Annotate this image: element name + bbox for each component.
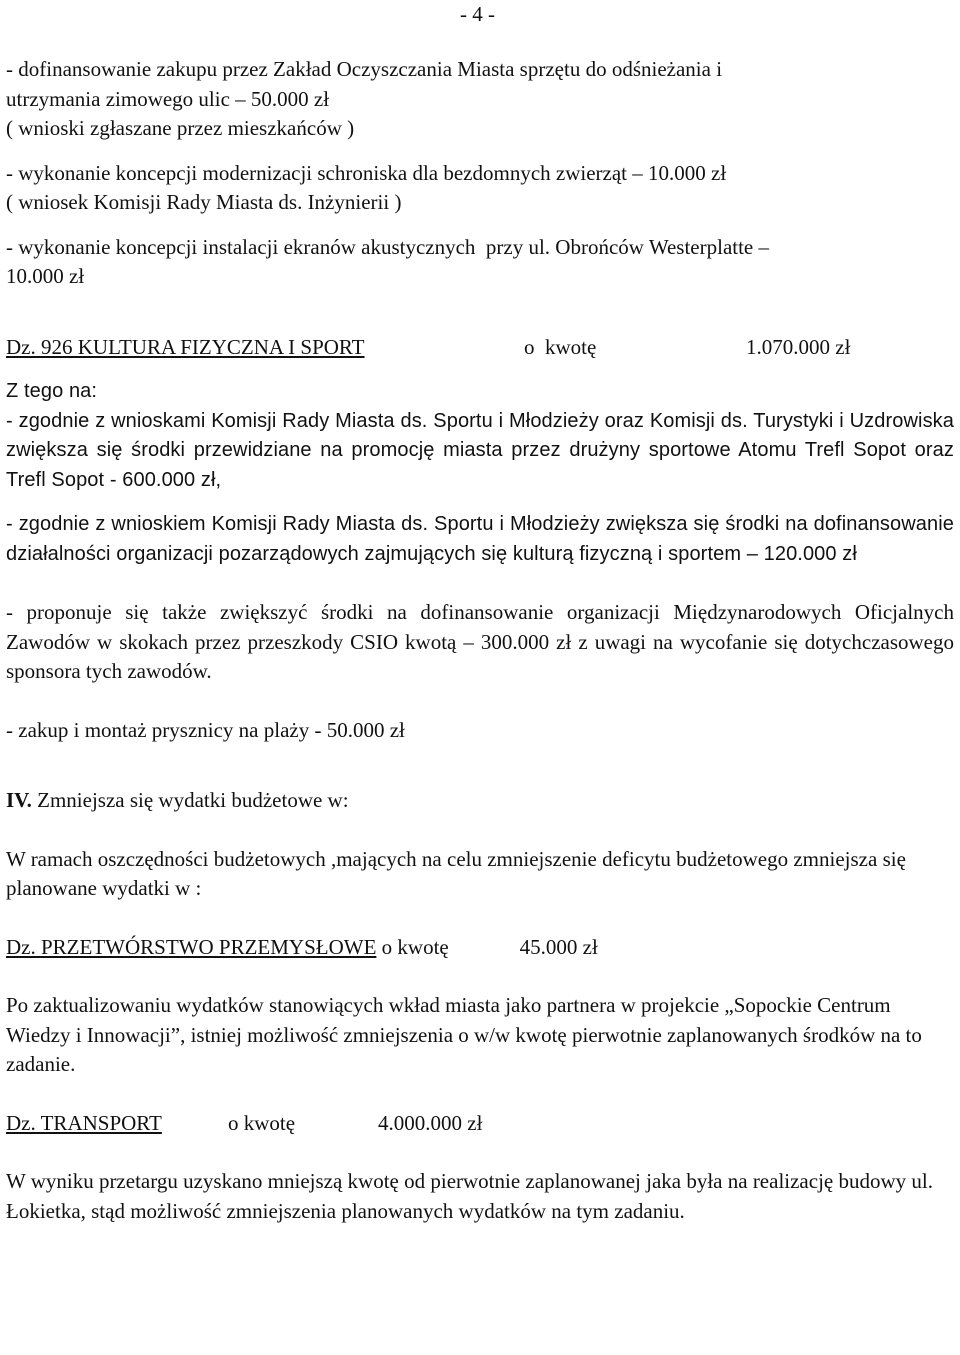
item-odsniezanie-line1: - dofinansowanie zakupu przez Zakład Oczyszczania Miasta sprzętu do odśnieżania i: [6, 57, 723, 81]
section-iv-numeral: IV.: [6, 788, 32, 812]
przetworstwo-amount: 45.000 zł: [519, 934, 598, 959]
section-iv-intro: W ramach oszczędności budżetowych ,mających na celu zmniejszenie deficytu budżetowego zmniejsza się planowane wydatki w :: [6, 846, 906, 900]
sport-heading-row: [6, 333, 954, 363]
page-content: [6, 55, 954, 1226]
item-schronisko-line2: ( wniosek Komisji Rady Miasta ds. Inżynierii ): [6, 190, 402, 214]
sport-z-tego: Z tego na:: [6, 380, 98, 402]
item-ekrany-line2: 10.000 zł: [6, 264, 85, 288]
section-iv-heading: Zmniejsza się wydatki budżetowe w:: [37, 788, 349, 812]
sport-heading: Dz. 926 KULTURA FIZYCZNA I SPORT: [6, 334, 365, 359]
przetworstwo-kwota-prefix: o kwotę: [381, 934, 449, 959]
sport-amount: 1.070.000 zł: [746, 334, 851, 359]
item-odsniezanie-line3: ( wnioski zgłaszane przez mieszkańców ): [6, 116, 355, 140]
sport-paragraph-3: - proponuje się także zwiększyć środki na dofinansowanie organizacji Międzynarodowych Oficjalnych Zawodów w skokach przez przeszkody CSIO kwotą – 300.000 zł z uwagi na wycofanie się dotychczasowego sponsora tych zawodów.: [6, 600, 954, 683]
transport-heading-row: [6, 1109, 954, 1139]
section-iv-heading-row: [6, 786, 954, 816]
sport-paragraph-1: [6, 407, 954, 496]
page-number: - 4 -: [460, 2, 495, 26]
transport-text: W wyniku przetargu uzyskano mniejszą kwotę od pierwotnie zaplanowanej jaka była na realizację budowy ul. Łokietka, stąd możliwość zmniejszenia planowanych wydatków na tym zadaniu.: [6, 1169, 933, 1223]
item-ekrany-line1: - wykonanie koncepcji instalacji ekranów akustycznych przy ul. Obrońców Westerplatte –: [6, 234, 770, 259]
transport-heading: Dz. TRANSPORT: [6, 1110, 162, 1135]
sport-paragraph-4: - zakup i montaż prysznicy na plaży - 50.000 zł: [6, 717, 405, 742]
item-odsniezanie-line2: utrzymania zimowego ulic – 50.000 zł: [6, 86, 330, 111]
sport-paragraph-1-text: - zgodnie z wnioskami Komisji Rady Miasta ds. Sportu i Młodzieży oraz Komisji ds. Turystyki i Uzdrowiska zwiększa się środki przewidziane na promocję miasta przez drużyny sportowe Atomu Trefl Sopot oraz Trefl Sopot - 600.000 zł,: [6, 409, 954, 491]
item-schronisko-line1: - wykonanie koncepcji modernizacji schroniska dla bezdomnych zwierząt – 10.000 zł: [6, 160, 727, 185]
przetworstwo-heading: Dz. PRZETWÓRSTWO PRZEMYSŁOWE: [6, 934, 377, 959]
transport-amount: 4.000.000 zł: [378, 1110, 483, 1135]
sport-paragraph-2-text: - zgodnie z wnioskiem Komisji Rady Miasta ds. Sportu i Młodzieży zwiększa się środki na dofinansowanie działalności organizacji pozarządowych zajmujących się kulturą fizyczną i sportem – 120.000 zł: [6, 513, 954, 565]
przetworstwo-heading-row: [6, 933, 954, 963]
sport-paragraph-2: [6, 510, 954, 569]
sport-kwota-prefix: o kwotę: [524, 334, 597, 359]
przetworstwo-text: Po zaktualizowaniu wydatków stanowiących wkład miasta jako partnera w projekcie „Sopockie Centrum Wiedzy i Innowacji”, istniej możliwość zmniejszenia o w/w kwotę pierwotnie zaplanowanych środków na to zadanie.: [6, 993, 922, 1076]
transport-kwota-prefix: o kwotę: [228, 1110, 296, 1135]
